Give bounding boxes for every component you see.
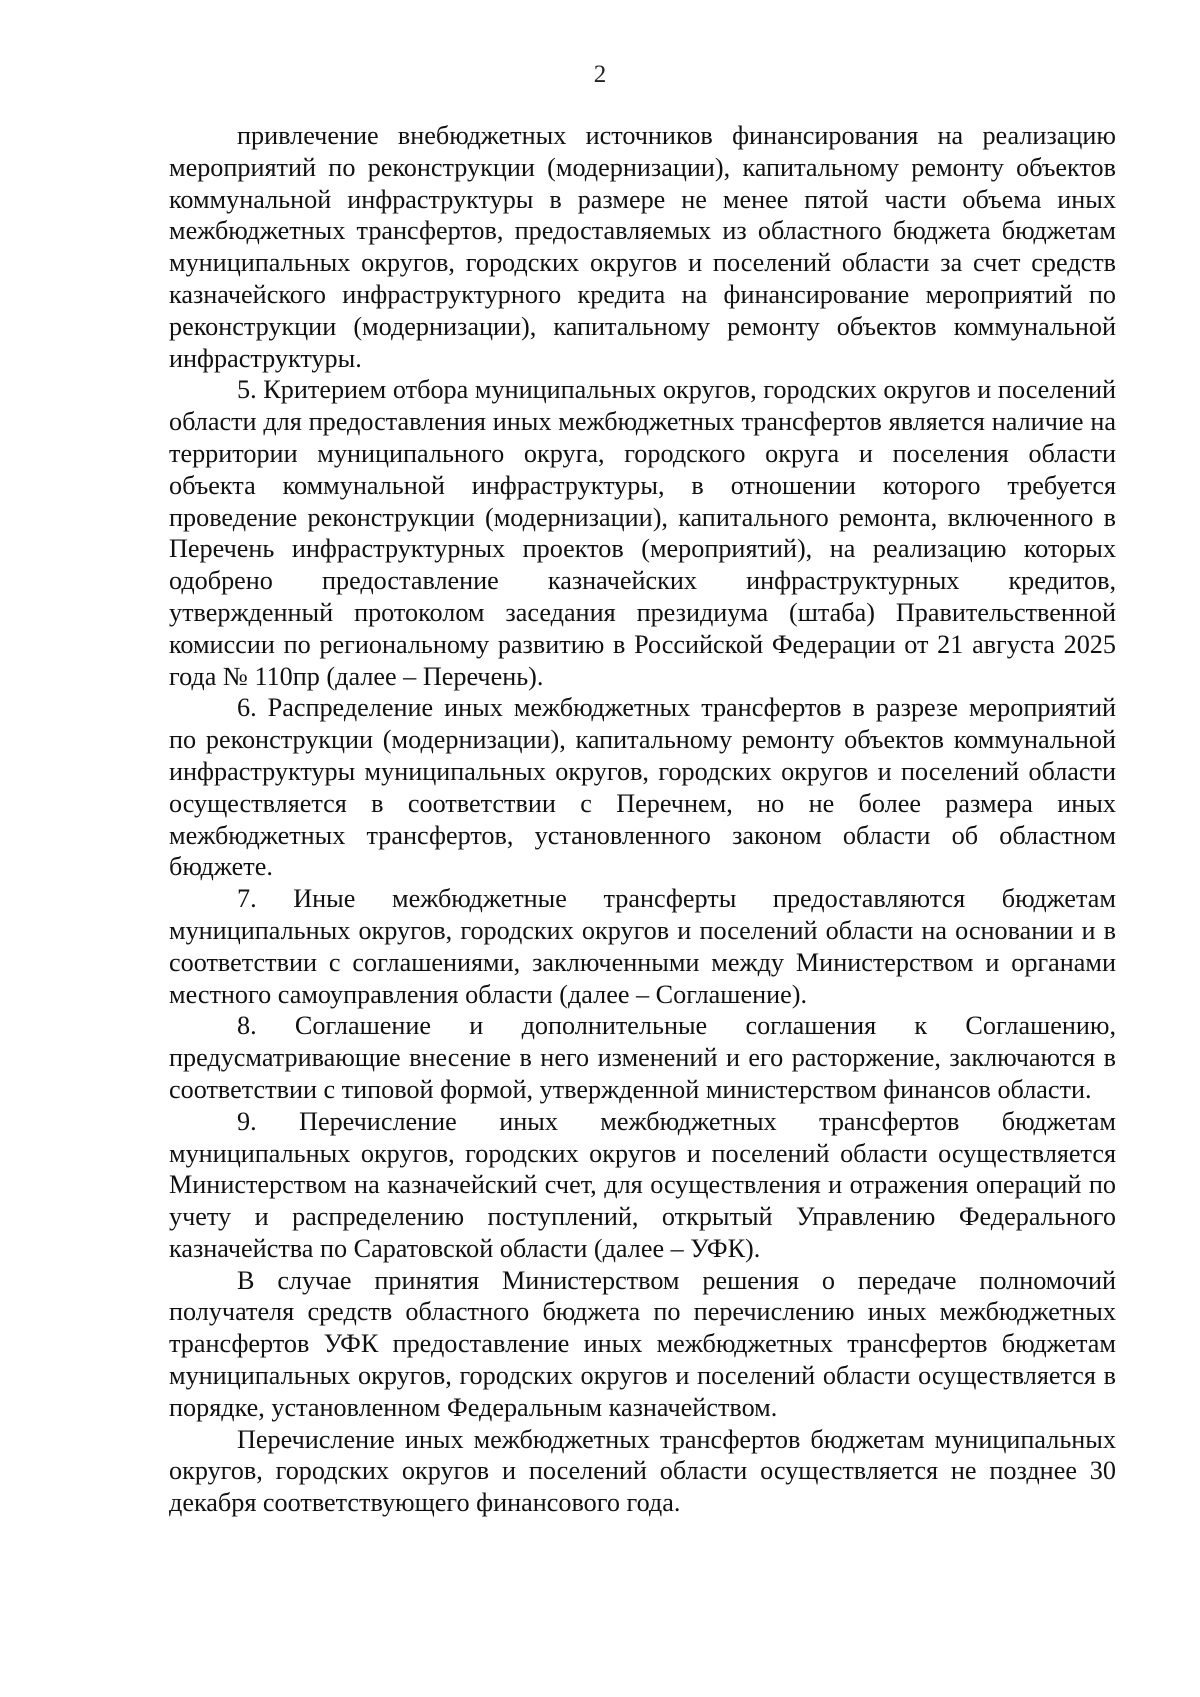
paragraph-9-transfer: 9. Перечисление иных межбюджетных трансфертов бюджетам муниципальных округов, городских округов и поселений области осуществляется Министерством на казначейский счет, для осуществления и отражения операций по учету и распределению поступлений, открытый Управлению Федерального казначейства по Саратовской области (далее – УФК). bbox=[169, 1106, 1116, 1263]
paragraph-9-authority-delegation: В случае принятия Министерством решения о передаче полномочий получателя средств областного бюджета по перечислению иных межбюджетных трансфертов УФК предоставление иных межбюджетных трансфертов бюджетам муниципальных округов, городских округов и поселений области осуществляется в порядке, установленном Федеральным казначейством. bbox=[169, 1265, 1116, 1422]
paragraph-6-distribution: 6. Распределение иных межбюджетных трансфертов в разрезе мероприятий по реконструкции (модернизации), капитальному ремонту объектов коммунальной инфраструктуры муниципальных округов, городских округов и поселений области осуществляется в соответствии с Перечнем, но не более размера иных межбюджетных трансфертов, установленного законом области об областном бюджете. bbox=[169, 693, 1116, 882]
paragraph-4-continuation: привлечение внебюджетных источников финансирования на реализацию мероприятий по реконструкции (модернизации), капитальному ремонту объектов коммунальной инфраструктуры в размере не менее пятой части объема иных межбюджетных трансфертов, предоставляемых из областного бюджета бюджетам муниципальных округов, городских округов и поселений области за счет средств казначейского инфраструктурного кредита на финансирование мероприятий по реконструкции (модернизации), капитальному ремонту объектов коммунальной инфраструктуры. bbox=[169, 121, 1116, 373]
paragraph-8-agreement-form: 8. Соглашение и дополнительные соглашения к Соглашению, предусматривающие внесение в него изменений и его расторжение, заключаются в соответствии с типовой формой, утвержденной министерством финансов области. bbox=[169, 1011, 1116, 1104]
paragraph-5-selection-criterion: 5. Критерием отбора муниципальных округов, городских округов и поселений области для предоставления иных межбюджетных трансфертов является наличие на территории муниципального округа, городского округа и поселения области объекта коммунальной инфраструктуры, в отношении которого требуется проведение реконструкции (модернизации), капитального ремонта, включенного в Перечень инфраструктурных проектов (мероприятий), на реализацию которых одобрено предоставление казначейских инфраструктурных кредитов, утвержденный протоколом заседания президиума (штаба) Правительственной комиссии по региональному развитию в Российской Федерации от 21 августа 2025 года № 110пр (далее – Перечень). bbox=[169, 375, 1116, 691]
paragraph-7-agreements: 7. Иные межбюджетные трансферты предоставляются бюджетам муниципальных округов, городских округов и поселений области на основании и в соответствии с соглашениями, заключенными между Министерством и органами местного самоуправления области (далее – Соглашение). bbox=[169, 884, 1116, 1009]
document-body bbox=[169, 120, 1116, 1519]
page-number: 2 bbox=[593, 61, 607, 88]
paragraph-9-deadline: Перечисление иных межбюджетных трансфертов бюджетам муниципальных округов, городских округов и поселений области осуществляется не позднее 30 декабря соответствующего финансового года. bbox=[169, 1424, 1116, 1518]
